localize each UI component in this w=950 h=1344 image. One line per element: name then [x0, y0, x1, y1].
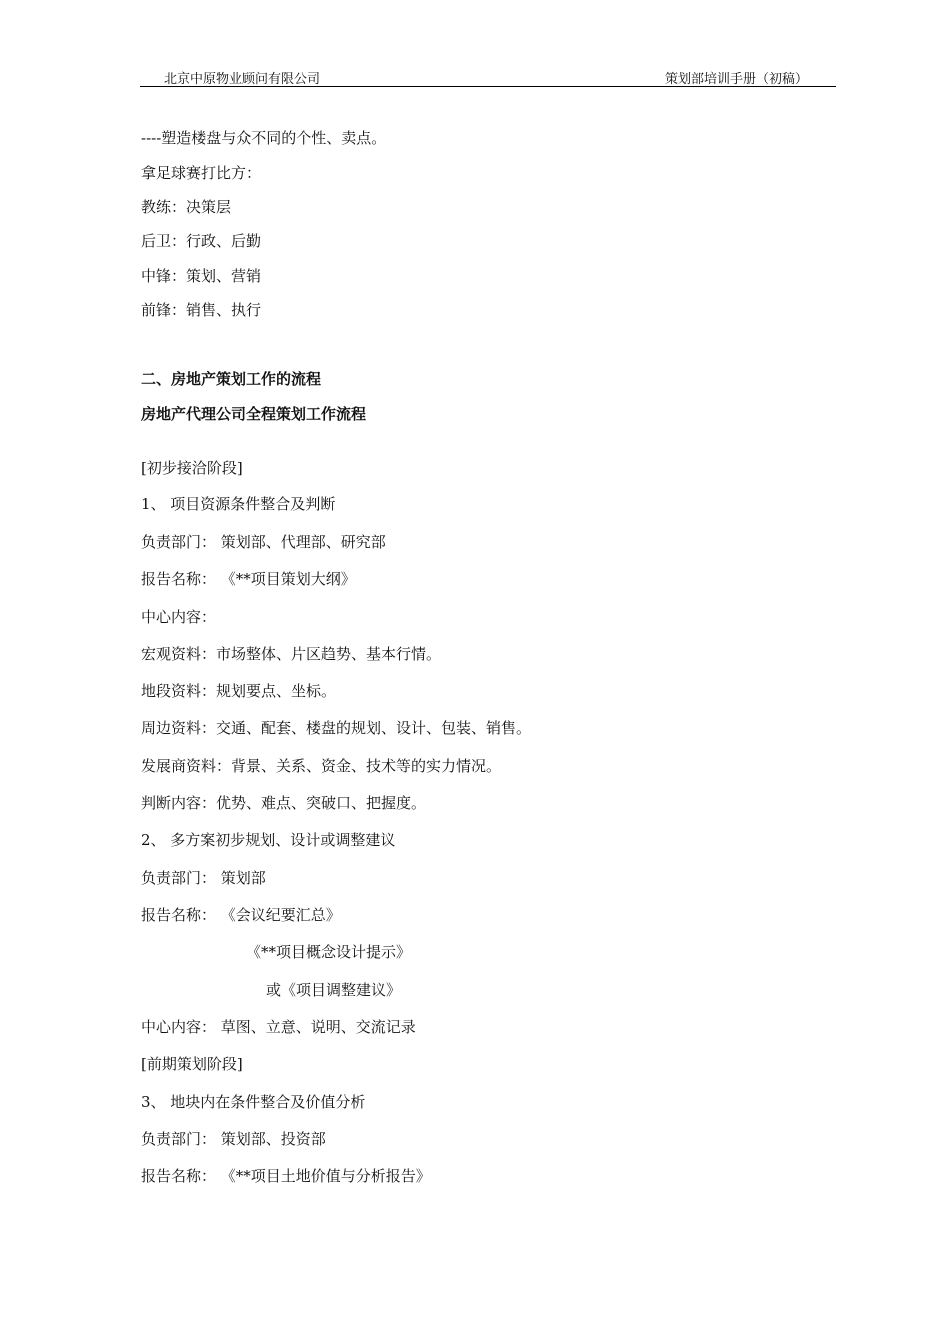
item-heading: 3、 地块内在条件整合及价值分析 — [141, 1093, 366, 1111]
header-manual-title: 策划部培训手册（初稿） — [664, 72, 808, 87]
body-line: 地段资料：规划要点、坐标。 — [141, 682, 337, 700]
item-heading: 2、 多方案初步规划、设计或调整建议 — [141, 831, 396, 849]
body-line: 中心内容： — [141, 608, 217, 626]
body-line: 《**项目概念设计提示》 — [246, 943, 412, 961]
body-line: 或《项目调整建议》 — [266, 981, 402, 999]
body-line: 发展商资料：背景、关系、资金、技术等的实力情况。 — [141, 757, 502, 775]
body-line: 拿足球赛打比方： — [141, 164, 262, 182]
body-line: 报告名称： 《**项目土地价值与分析报告》 — [141, 1167, 431, 1185]
body-line: 后卫：行政、后勤 — [141, 232, 262, 250]
body-line: 宏观资料：市场整体、片区趋势、基本行情。 — [141, 645, 442, 663]
body-line: 负责部门： 策划部、投资部 — [141, 1130, 326, 1148]
body-line: 负责部门： 策划部、代理部、研究部 — [141, 533, 386, 551]
body-line: 教练：决策层 — [141, 198, 232, 216]
body-line: 报告名称： 《**项目策划大纲》 — [141, 570, 356, 588]
header-company: 北京中原物业顾问有限公司 — [164, 72, 321, 87]
body-line: 中锋：策划、营销 — [141, 267, 262, 285]
body-line: 中心内容： 草图、立意、说明、交流记录 — [141, 1018, 416, 1036]
stage-label: [前期策划阶段] — [141, 1055, 243, 1073]
section-heading: 二、房地产策划工作的流程 — [141, 370, 322, 388]
body-line: 前锋：销售、执行 — [141, 301, 262, 319]
body-line: 负责部门： 策划部 — [141, 869, 266, 887]
body-line: ----塑造楼盘与众不同的个性、卖点。 — [141, 129, 387, 147]
body-line: 报告名称： 《会议纪要汇总》 — [141, 906, 341, 924]
section-subheading: 房地产代理公司全程策划工作流程 — [141, 405, 367, 423]
item-heading: 1、 项目资源条件整合及判断 — [141, 495, 336, 513]
stage-label: [初步接洽阶段] — [141, 459, 243, 477]
body-line: 判断内容：优势、难点、突破口、把握度。 — [141, 794, 427, 812]
body-line: 周边资料：交通、配套、楼盘的规划、设计、包装、销售。 — [141, 719, 532, 737]
page-header — [140, 66, 836, 87]
